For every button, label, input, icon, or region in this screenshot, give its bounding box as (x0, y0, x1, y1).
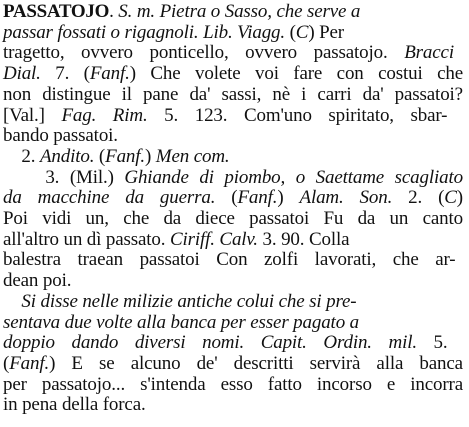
entry-text: non distingue il pane da' sassi, nè i carri da' passatoi? (3, 83, 463, 105)
entry-text: ( (3, 352, 10, 374)
entry-italic-text: Ghiande di piombo, o Saettame scagliato (124, 166, 463, 188)
entry-italic-text: Ciriff. Calv. (169, 228, 258, 250)
entry-line (3, 250, 456, 271)
entry-text: balestra traean passatoi Con zolfi lavorati, che ar- (3, 249, 456, 271)
entry-text: ) (277, 187, 300, 209)
entry-text: per passatojo... s'intenda esso fatto incorso e incorra (3, 373, 463, 395)
entry-text: 5. (416, 332, 448, 354)
headword: PASSATOJO (3, 1, 110, 22)
entry-italic-text: Fanf. (105, 145, 145, 167)
entry-text: 2. (3, 145, 40, 167)
entry-line (3, 313, 359, 334)
entry-italic-text: doppio dando diversi nomi. Capit. Ordin. mil. (3, 332, 417, 354)
entry-line (3, 106, 447, 127)
entry-text: . (109, 1, 119, 22)
entry-line (3, 147, 230, 168)
entry-text: ) Che volete voi fare con costui che (129, 63, 463, 85)
entry-line (3, 375, 463, 396)
entry-line (3, 126, 118, 147)
entry-line (3, 188, 463, 209)
entry-text: 2. ( (392, 187, 445, 209)
entry-line (3, 2, 360, 23)
entry-text: 3. (Mil.) (3, 166, 125, 188)
entry-line (3, 23, 344, 44)
entry-line (3, 168, 463, 189)
entry-text: bando passatoi. (3, 125, 118, 147)
entry-text: ) (456, 187, 463, 209)
entry-italic-text: Fanf. (9, 352, 50, 374)
entry-text: Poi vidi un, che da diece passatoi Fu da un canto (3, 208, 464, 229)
entry-line (3, 209, 463, 230)
entry-italic-text: Fanf. (237, 187, 278, 209)
entry-line (3, 333, 448, 354)
entry-line (3, 230, 349, 251)
entry-italic-text: Fanf. (89, 63, 130, 85)
entry-text: tragetto, ovvero ponticello, ovvero passatojo. (3, 42, 405, 64)
entry-text: [Val.] (3, 104, 62, 126)
entry-italic-text: passar fossati o rigagnoli. Lib. Viagg. (3, 21, 286, 43)
entry-line (3, 85, 463, 106)
entry-italic-text: Si disse nelle milizie antiche colui che si pre- (21, 290, 357, 312)
entry-text: in pena della forca. (3, 394, 146, 416)
entry-text: 3. 90. Colla (257, 228, 350, 250)
entry-text: all'altro un dì passato. (3, 228, 170, 250)
entry-text: ( (285, 21, 296, 43)
entry-italic-text: C (295, 21, 309, 43)
entry-text: ) Per (308, 21, 344, 43)
entry-text: ) E se alcuno de' descritti servirà alla banca (49, 352, 463, 374)
entry-italic-text: sentava due volte alla banca per esser pagato a (3, 311, 359, 333)
entry-text (3, 291, 21, 312)
entry-text: 7. ( (40, 63, 90, 85)
entry-italic-text: Men com. (155, 145, 230, 167)
entry-italic-text: Alam. Son. (299, 187, 393, 209)
entry-line (3, 292, 356, 313)
entry-italic-text: Fag. Rim. (61, 104, 148, 126)
entry-line (3, 395, 146, 416)
entry-line (3, 271, 71, 292)
entry-line (3, 64, 463, 85)
entry-text: ) (145, 145, 156, 167)
entry-italic-text: S. m. Pietra o Sasso, che serve a (118, 1, 361, 22)
entry-text: dean poi. (3, 270, 72, 292)
entry-text: ( (215, 187, 238, 209)
entry-line (3, 354, 463, 375)
entry-italic-text: Dial. (3, 63, 41, 85)
entry-italic-text: Bracci (404, 42, 454, 64)
entry-text: ( (94, 145, 106, 167)
entry-line (3, 43, 454, 64)
entry-italic-text: Andito. (39, 145, 95, 167)
entry-italic-text: C (444, 187, 457, 209)
entry-text: 5. 123. Com'uno spiritato, sbar- (147, 104, 448, 126)
entry-italic-text: da macchine da guerra. (3, 187, 216, 209)
